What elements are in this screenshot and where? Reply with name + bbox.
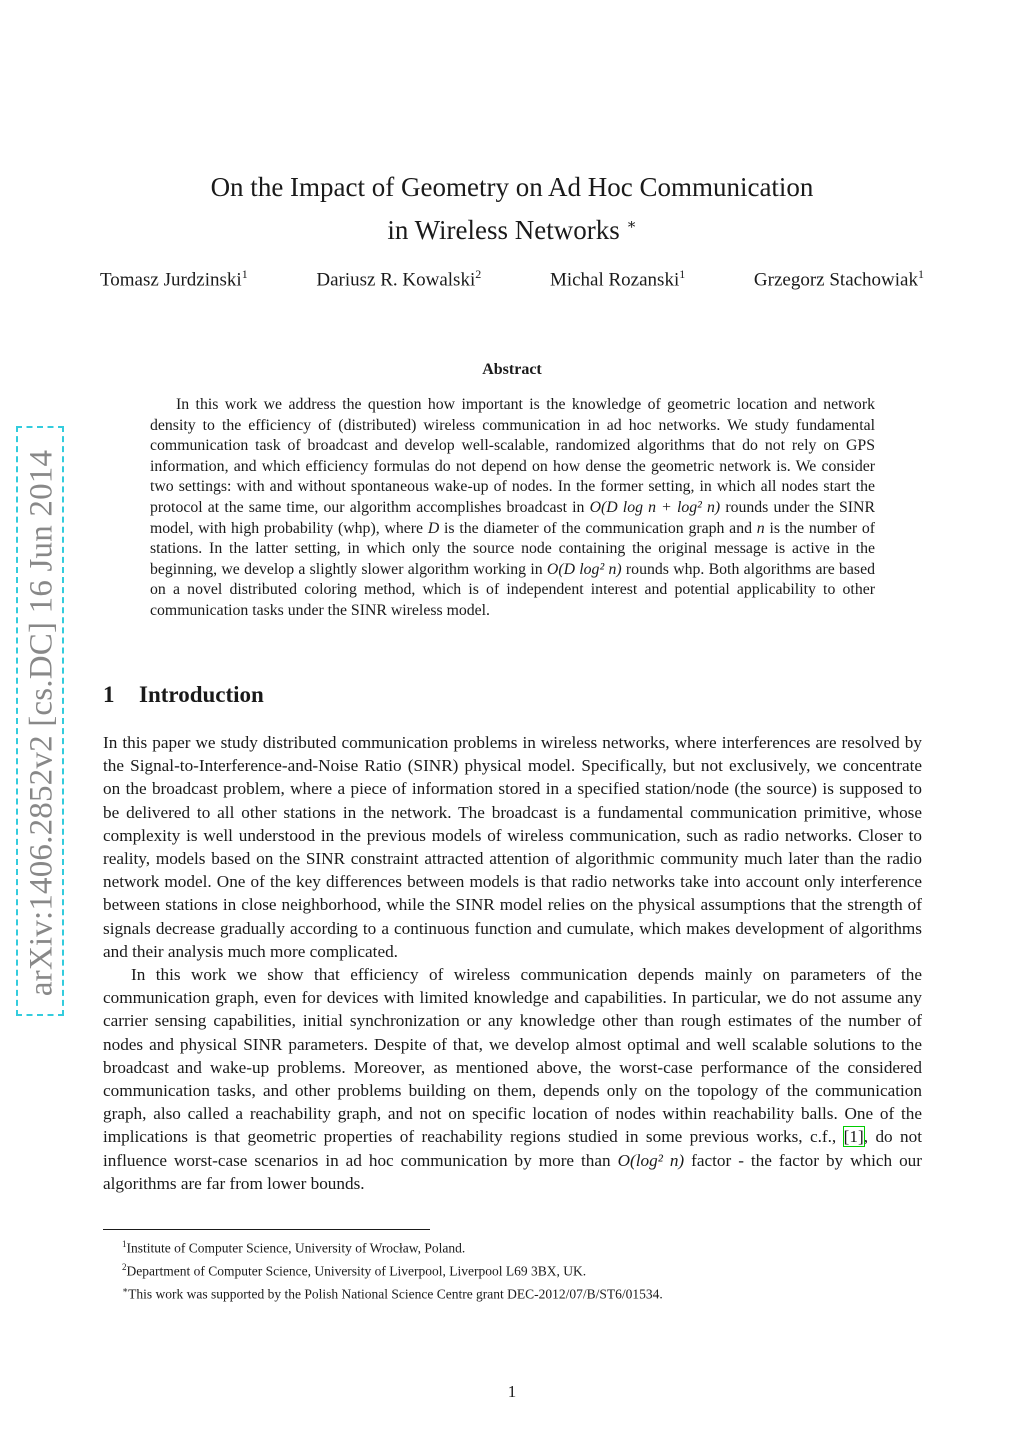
footnote-text: Department of Computer Science, University of Liverpool, Liverpool L69 3BX, UK. — [126, 1263, 587, 1279]
abstract-math: D — [427, 519, 440, 537]
footnote — [122, 1235, 922, 1258]
footnote-mark: 1 — [122, 1239, 127, 1249]
arxiv-identifier[interactable]: arXiv:1406.2852v2 [cs.DC] 16 Jun 2014 — [23, 449, 60, 997]
footnote-text: Institute of Computer Science, University of Wrocław, Poland. — [126, 1240, 466, 1256]
page-number: 1 — [507, 1382, 517, 1401]
title-line-2-wrap — [0, 206, 1024, 249]
author — [100, 267, 248, 291]
section-heading — [103, 682, 264, 708]
introduction-body — [103, 731, 922, 1195]
paragraph-text: In this work we show that efficiency of wireless communication depends mainly on parameters of the communication graph, even for devices with limited knowledge and capabilities. In particular, we do not assume any carrier sensing capabilities, initial synchronization or any knowledge other than rough estimates of the number of nodes and physical SINR parameters. Despite of that, we develop almost optimal and well scalable solutions to the broadcast and wake-up problems. Moreover, as mentioned above, the worst-case performance of the considered communication tasks, and other problems building on them, depends only on the topology of the communication graph, also called a reachability graph, and not on specific location of nodes within reachability balls. One of the implications is that geometric properties of reachability regions studied in some previous works, c.f., — [103, 965, 922, 1147]
footnotes — [122, 1235, 922, 1304]
author-name: Michal Rozanski — [549, 269, 680, 291]
footnote-rule — [103, 1229, 430, 1230]
section-title: Introduction — [139, 682, 264, 707]
paragraph: In this paper we study distributed communication problems in wireless networks, where interferences are resolved by the Signal-to-Interference-and-Noise Ratio (SINR) physical model. Specifically, but not exclusively, we concentrate on the broadcast problem, where a piece of information stored in a specified station/node (the source) is supposed to be delivered to all other stations in the network. The broadcast is a fundamental communication primitive, whose complexity is well understood in the previous models of wireless communication, such as radio networks. Closer to reality, models based on the SINR constraint attracted attention of algorithmic community much later than the radio network model. One of the key differences between models is that radio networks take into account only interference between stations in close neighborhood, while the SINR model relies on the physical assumptions that the strength of signals decrease gradually according to a continuous function and cumulate, which makes development of algorithms and their analysis much more complicated. — [103, 733, 922, 961]
author-name: Grzegorz Stachowiak — [753, 269, 918, 291]
abstract-math: O(D log n + log² n) — [589, 498, 721, 516]
footnote — [122, 1258, 922, 1281]
abstract-text: rounds whp. Both algorithms are based on a novel distributed coloring method, which is of independent interest and potential applicability to other communication tasks under the SINR wireless model. — [150, 560, 875, 619]
paragraph-text: factor - the factor by which our algorithms are far from lower bounds. — [103, 1150, 923, 1193]
author-affiliation-mark: 1 — [918, 267, 924, 281]
author — [754, 267, 924, 291]
footnote-mark: ∗ — [122, 1285, 129, 1295]
abstract-body — [150, 395, 875, 622]
abstract-heading: Abstract — [482, 361, 542, 378]
arxiv-stamp-frame — [16, 426, 64, 1016]
paper-title — [0, 168, 1024, 249]
author-name: Dariusz R. Kowalski — [316, 269, 476, 291]
abstract-math: O(D log² n) — [546, 560, 622, 578]
footnote — [122, 1281, 922, 1304]
citation-link[interactable]: [1] — [843, 1127, 864, 1147]
abstract-text: is the number of stations. In the latter setting, in which only the source node containing the original message is active in the beginning, we develop a slightly slower algorithm working in — [150, 519, 876, 578]
author-name: Tomasz Jurdzinski — [100, 269, 242, 291]
abstract-text: In this work we address the question how important is the knowledge of geometric location and network density to the efficiency of (distributed) wireless communication in ad hoc networks. We study fundamental communication task of broadcast and develop well-scalable, randomized algorithms that do not rely on GPS information, and which efficiency formulas do not depend on how dense the geometric network is. We consider two settings: with and without spontaneous wake-up of nodes. In the former setting, in which all nodes start the protocol at the same time, our algorithm accomplishes broadcast in — [150, 396, 875, 516]
author — [316, 267, 481, 291]
title-line-1: On the Impact of Geometry on Ad Hoc Communication — [210, 172, 814, 202]
paragraph-text: , do not influence worst-case scenarios in ad hoc communication by more than — [103, 1127, 923, 1170]
abstract-math: n — [756, 519, 765, 537]
footnote-text: This work was supported by the Polish National Science Centre grant DEC-2012/07/B/ST6/01534. — [128, 1286, 663, 1302]
abstract-paragraph — [150, 395, 875, 622]
title-footnote-mark: ∗ — [626, 217, 637, 233]
author — [550, 267, 685, 291]
abstract-text: is the diameter of the communication graph and — [444, 519, 752, 537]
section-number: 1 — [103, 682, 115, 707]
footnote-mark: 2 — [122, 1262, 127, 1272]
paragraph — [103, 963, 922, 1195]
inline-math: O(log² n) — [617, 1150, 685, 1170]
author-list — [100, 267, 924, 291]
abstract-text: rounds under the SINR model, with high probability (whp), where — [150, 498, 875, 537]
author-affiliation-mark: 1 — [241, 267, 248, 281]
author-affiliation-mark: 1 — [679, 267, 686, 281]
title-line-2: in Wireless Networks — [387, 215, 620, 245]
author-affiliation-mark: 2 — [475, 267, 482, 281]
